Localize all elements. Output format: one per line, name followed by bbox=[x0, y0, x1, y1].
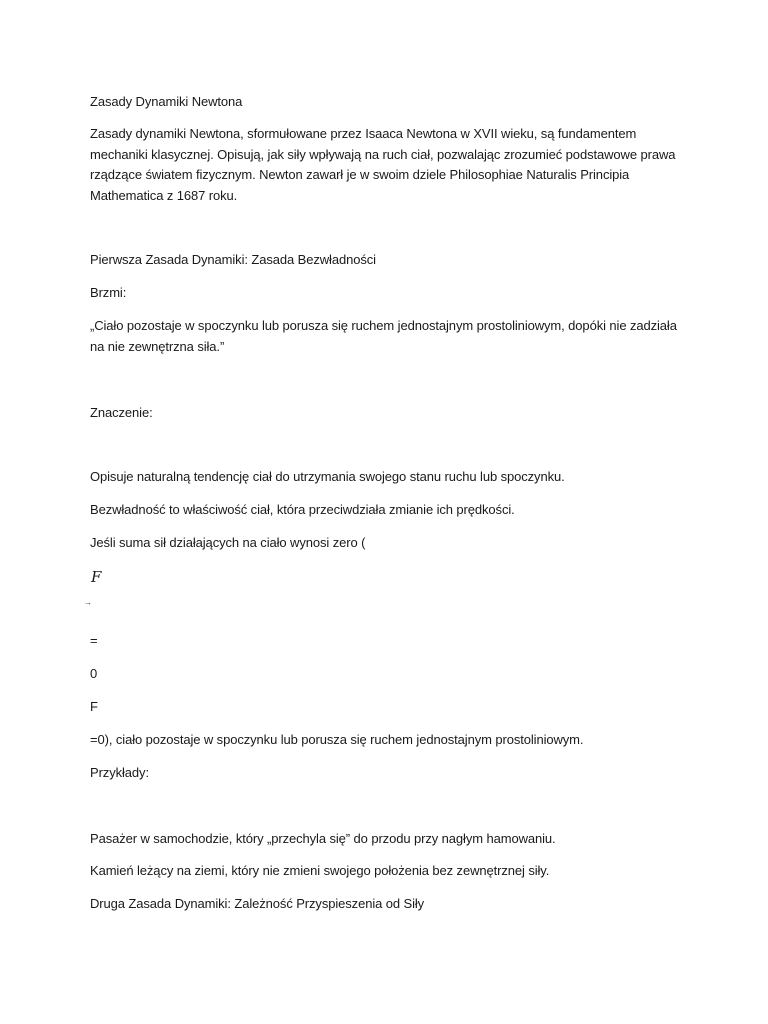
examples-label: Przykłady: bbox=[90, 765, 149, 780]
example-item-2: Kamień leżący na ziemi, który nie zmieni swojego położenia bez zewnętrznej siły. bbox=[90, 863, 550, 878]
math-equals: = bbox=[90, 633, 98, 648]
math-force-plain: F bbox=[90, 699, 98, 714]
law1-quote: „Ciało pozostaje w spoczynku lub porusza się ruchem jednostajnym prostoliniowym, dopóki nie zadziała na nie zewnętrzna siła.” bbox=[90, 318, 677, 354]
meaning-item-3-end: =0), ciało pozostaje w spoczynku lub porusza się ruchem jednostajnym prostoliniowym. bbox=[90, 732, 584, 747]
example-item-1: Pasażer w samochodzie, który „przechyla się” do przodu przy nagłym hamowaniu. bbox=[90, 831, 556, 846]
meaning-item-2: Bezwładność to właściwość ciał, która przeciwdziała zmianie ich prędkości. bbox=[90, 502, 515, 517]
meaning-item-1: Opisuje naturalną tendencję ciał do utrzymania swojego stanu ruchu lub spoczynku. bbox=[90, 469, 565, 484]
intro-paragraph: Zasady dynamiki Newtona, sformułowane przez Isaaca Newtona w XVII wieku, są fundamentem mechaniki klasycznej. Opisują, jak siły wpływają na ruch ciał, pozwalając zrozumieć podstawowe prawa rządzące światem fizycznym. Newton zawarł je w swoim dziele Philosophiae Naturalis Principia Mathematica z 1687 roku. bbox=[90, 126, 676, 203]
znaczenie-label: Znaczenie: bbox=[90, 405, 153, 420]
document-title: Zasady Dynamiki Newtona bbox=[90, 94, 243, 109]
math-zero: 0 bbox=[90, 666, 98, 681]
law2-heading: Druga Zasada Dynamiki: Zależność Przyspieszenia od Siły bbox=[90, 896, 425, 911]
brzmi-label: Brzmi: bbox=[90, 285, 127, 300]
vector-arrow-icon: → bbox=[84, 598, 92, 607]
meaning-item-3: Jeśli suma sił działających na ciało wynosi zero ( bbox=[90, 535, 366, 550]
math-force-symbol: F bbox=[91, 568, 102, 586]
law1-heading: Pierwsza Zasada Dynamiki: Zasada Bezwładności bbox=[90, 252, 376, 267]
